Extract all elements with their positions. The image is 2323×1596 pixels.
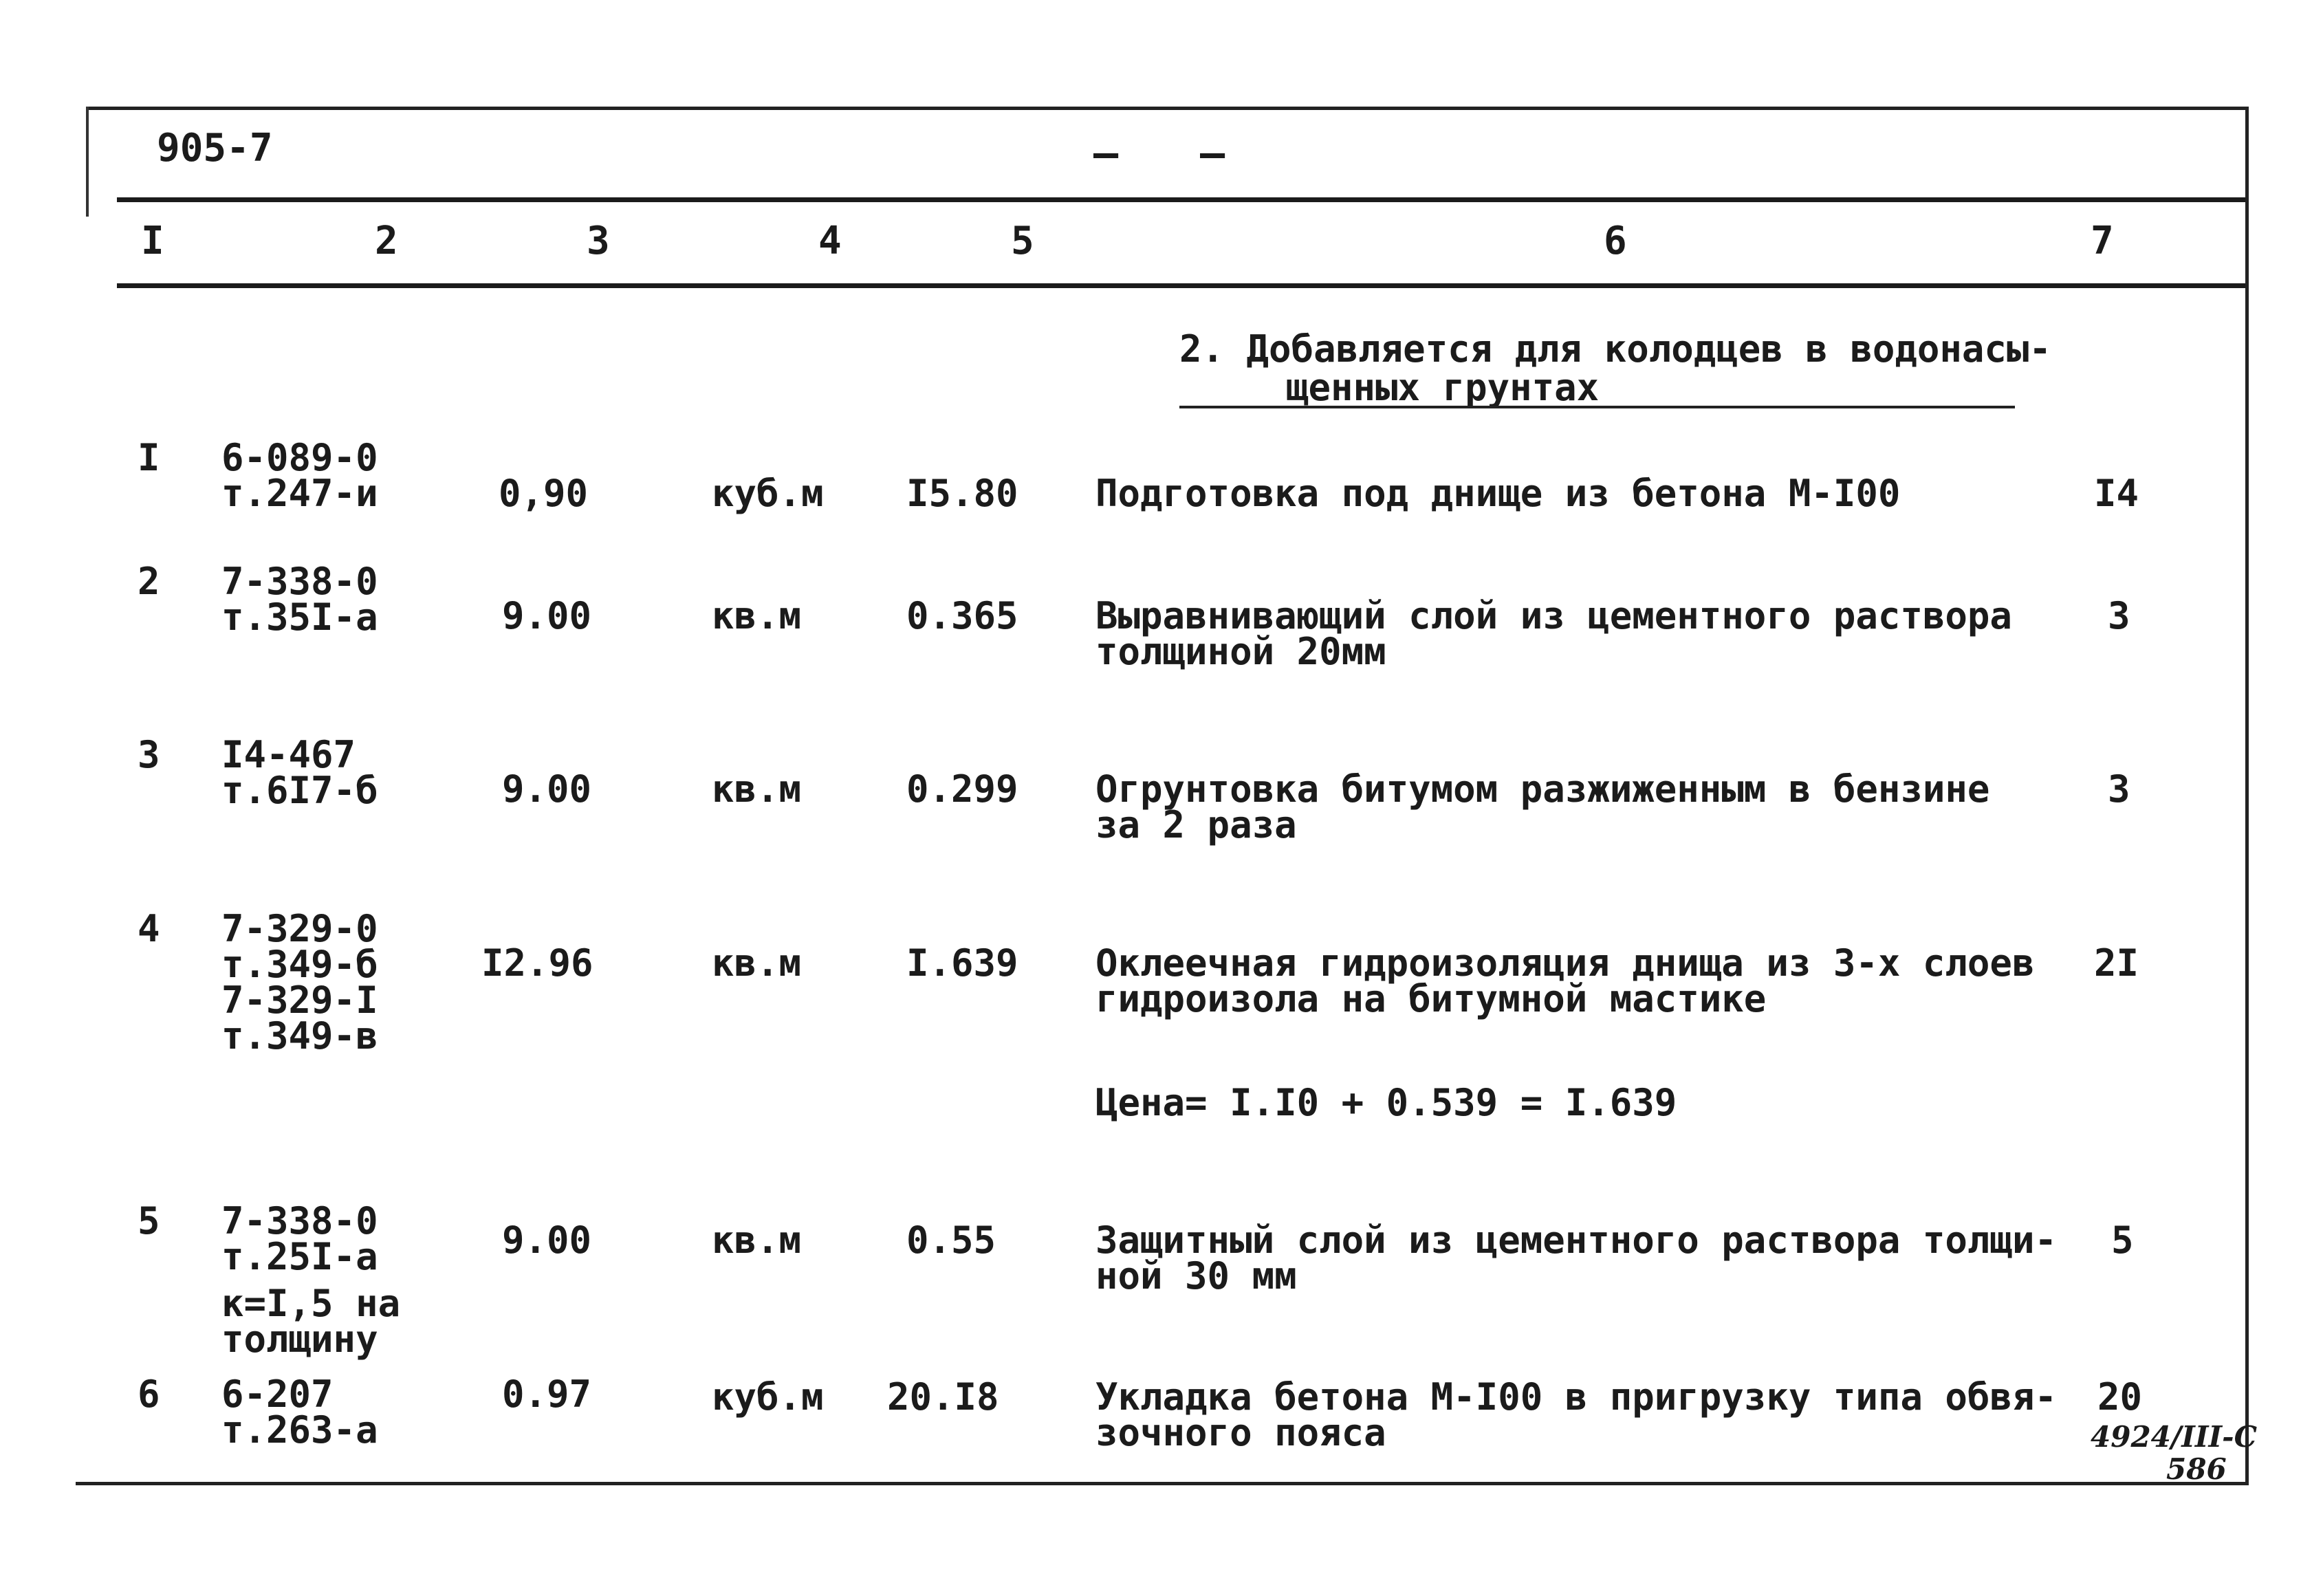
row-code: к=I,5 на xyxy=(221,1282,401,1325)
row-number: 4 xyxy=(138,907,160,950)
row-description-line: Защитный слой из цементного раствора толщи- xyxy=(1095,1218,2057,1262)
row-code-cell xyxy=(221,1199,401,1361)
row-quantity: 9.00 xyxy=(502,767,592,811)
row-total: 3 xyxy=(2108,767,2130,811)
row-description xyxy=(1095,767,1990,846)
row-description xyxy=(1095,1218,2057,1298)
section-underline xyxy=(1179,406,2015,408)
row-unit: кв.м xyxy=(712,1218,802,1262)
row-description-line: ной 30 мм xyxy=(1095,1254,1297,1298)
frame-top xyxy=(86,107,2245,110)
column-number-5: 5 xyxy=(1011,219,1034,263)
row-code: 6-089-0 xyxy=(221,436,378,479)
row-description-line: Оклеечная гидроизоляция днища из 3-х слоев xyxy=(1095,941,2035,985)
row-code: т.349-б xyxy=(221,943,378,986)
row-description-line: гидроизола на битумной мастике xyxy=(1095,977,1767,1020)
page-mark-left: – xyxy=(1093,129,1119,177)
row-code-cell xyxy=(221,733,378,812)
row-description xyxy=(1095,941,2035,1020)
row-code-cell xyxy=(221,1373,378,1452)
row-code: т.35I-а xyxy=(221,595,378,639)
row-quantity: 9.00 xyxy=(502,594,592,637)
row-description-line: зочного пояса xyxy=(1095,1411,1386,1454)
column-number-4: 4 xyxy=(818,219,842,263)
column-number-6: 6 xyxy=(1604,219,1627,263)
row-code: 6-207 xyxy=(221,1373,334,1416)
row-price: I.639 xyxy=(906,941,1018,985)
row-code: 7-338-0 xyxy=(221,1199,378,1243)
archive-stamp-page: 586 xyxy=(2166,1452,2227,1486)
row-total: 5 xyxy=(2111,1218,2134,1262)
header-rule-bottom xyxy=(117,283,2245,288)
row-unit: кв.м xyxy=(712,767,802,811)
row-total: 3 xyxy=(2108,594,2130,637)
row-description xyxy=(1095,1375,2057,1454)
row-code: 7-329-I xyxy=(221,979,378,1022)
row-code-cell xyxy=(221,436,378,515)
row-number: 2 xyxy=(138,560,160,603)
row-description-line: Подготовка под днище из бетона М-I00 xyxy=(1095,472,1901,515)
row-unit: кв.м xyxy=(712,594,802,637)
document-code: 905-7 xyxy=(157,126,273,171)
row-code: т.6I7-б xyxy=(221,769,378,812)
column-number-7: 7 xyxy=(2091,219,2114,263)
row-number: 3 xyxy=(138,733,160,776)
row-price: 0.55 xyxy=(906,1218,996,1262)
row-code: т.263-а xyxy=(221,1408,378,1452)
row-description-line: за 2 раза xyxy=(1095,803,1297,846)
row-code: т.25I-а xyxy=(221,1235,378,1278)
frame-left xyxy=(86,107,89,217)
row-description-line: Выравнивающий слой из цементного раствора xyxy=(1095,594,2012,637)
row-quantity: I2.96 xyxy=(481,941,593,985)
row-price: 20.I8 xyxy=(887,1375,999,1419)
frame-bottom xyxy=(76,1482,2249,1485)
row-unit: куб.м xyxy=(712,472,824,515)
section-heading-line2: щенных грунтах xyxy=(1286,366,1600,409)
row-description-line: толщиной 20мм xyxy=(1095,630,1386,673)
row-quantity: 0.97 xyxy=(502,1373,592,1416)
section-heading xyxy=(1179,327,2051,409)
row-quantity: 9.00 xyxy=(502,1218,592,1262)
column-number-2: 2 xyxy=(375,219,398,263)
row-number: 5 xyxy=(138,1199,160,1243)
page-mark-right: – xyxy=(1200,129,1225,177)
row-quantity: 0,90 xyxy=(499,472,589,515)
row-description-line: Укладка бетона М-I00 в пригрузку типа обвя- xyxy=(1095,1375,2057,1419)
column-number-1: I xyxy=(141,219,164,263)
row-total: 20 xyxy=(2097,1375,2143,1419)
section-heading-line1: 2. Добавляется для колодцев в водонасы- xyxy=(1179,327,2051,371)
row-unit: куб.м xyxy=(712,1375,824,1419)
row-description-line: Огрунтовка битумом разжиженным в бензине xyxy=(1095,767,1990,811)
archive-stamp-number: 4924/III-С xyxy=(2091,1420,2258,1454)
row-unit: кв.м xyxy=(712,941,802,985)
row-description xyxy=(1095,594,2012,673)
row-code: т.247-и xyxy=(221,472,378,515)
row-price: 0.299 xyxy=(906,767,1018,811)
row-code: I4-467 xyxy=(221,733,356,776)
row-code: 7-329-0 xyxy=(221,907,378,950)
row-total: 2I xyxy=(2094,941,2139,985)
header-rule-top xyxy=(117,197,2245,202)
row-code: толщину xyxy=(221,1318,378,1361)
row-code-cell xyxy=(221,560,378,639)
price-formula-note: Цена= I.I0 + 0.539 = I.639 xyxy=(1095,1081,1677,1124)
row-total: I4 xyxy=(2094,472,2139,515)
row-description xyxy=(1095,472,1901,515)
row-code: 7-338-0 xyxy=(221,560,378,603)
row-price: 0.365 xyxy=(906,594,1018,637)
row-number: 6 xyxy=(138,1373,160,1416)
row-price: I5.80 xyxy=(906,472,1018,515)
column-number-3: 3 xyxy=(587,219,610,263)
row-number: I xyxy=(138,436,160,479)
row-code: т.349-в xyxy=(221,1014,378,1058)
row-code-cell xyxy=(221,907,378,1058)
frame-right xyxy=(2245,107,2249,1482)
